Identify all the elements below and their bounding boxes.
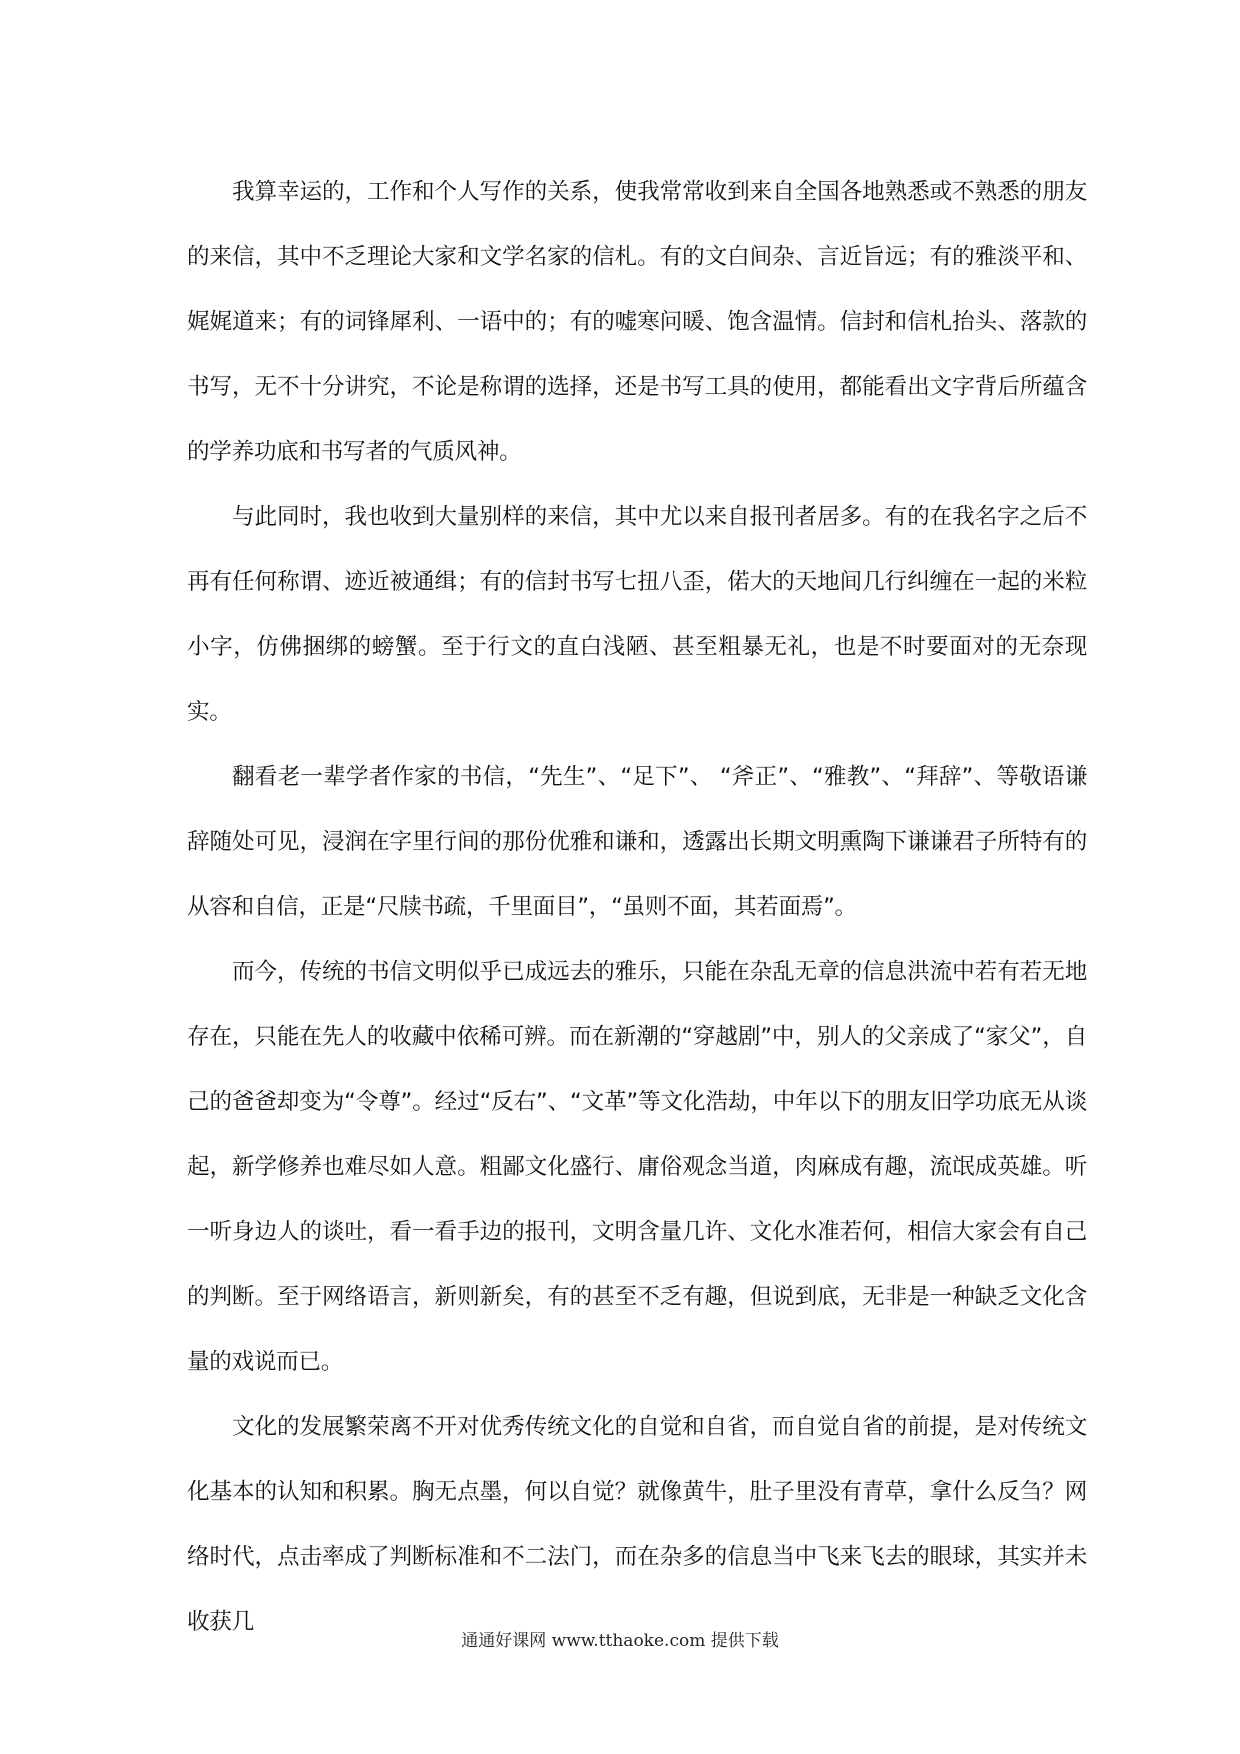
page-footer: 通通好课网 www.tthaoke.com 提供下载	[461, 1631, 779, 1651]
paragraph-5: 文化的发展繁荣离不开对优秀传统文化的自觉和自省，而自觉自省的前提，是对传统文化基本的认知和积累。胸无点墨，何以自觉？就像黄牛，肚子里没有青草，拿什么反刍？网络时代，点击率成了判断标准和不二法门，而在杂多的信息当中飞来飞去的眼球，其实并未收获几	[187, 1414, 1087, 1635]
paragraph-2: 与此同时，我也收到大量别样的来信，其中尤以来自报刊者居多。有的在我名字之后不再有任何称谓、迹近被通缉；有的信封书写七扭八歪，偌大的天地间几行纠缠在一起的米粒小字，仿佛捆绑的螃蟹。至于行文的直白浅陋、甚至粗暴无礼，也是不时要面对的无奈现实。	[187, 504, 1087, 725]
paragraph-4: 而今，传统的书信文明似乎已成远去的雅乐，只能在杂乱无章的信息洪流中若有若无地存在，只能在先人的收藏中依稀可辨。而在新潮的“穿越剧”中，别人的父亲成了“家父”，自己的爸爸却变为“令尊”。经过“反右”、“文革”等文化浩劫，中年以下的朋友旧学功底无从谈起，新学修养也难尽如人意。粗鄙文化盛行、庸俗观念当道，肉麻成有趣，流氓成英雄。听一听身边人的谈吐，看一看手边的报刊，文明含量几许、文化水准若何，相信大家会有自己的判断。至于网络语言，新则新矣，有的甚至不乏有趣，但说到底，无非是一种缺乏文化含量的戏说而已。	[187, 959, 1087, 1375]
article-body	[187, 160, 1087, 1655]
paragraph-3: 翻看老一辈学者作家的书信，“先生”、“足下”、 “斧正”、“雅教”、“拜辞”、等敬语谦辞随处可见，浸润在字里行间的那份优雅和谦和，透露出长期文明熏陶下谦谦君子所特有的从容和自信，正是“尺牍书疏，千里面目”，“虽则不面，其若面焉”。	[187, 764, 1087, 920]
paragraph-1: 我算幸运的，工作和个人写作的关系，使我常常收到来自全国各地熟悉或不熟悉的朋友的来信，其中不乏理论大家和文学名家的信札。有的文白间杂、言近旨远；有的雅淡平和、娓娓道来；有的词锋犀利、一语中的；有的嘘寒问暖、饱含温情。信封和信札抬头、落款的书写，无不十分讲究，不论是称谓的选择，还是书写工具的使用，都能看出文字背后所蕴含的学养功底和书写者的气质风神。	[187, 179, 1087, 465]
